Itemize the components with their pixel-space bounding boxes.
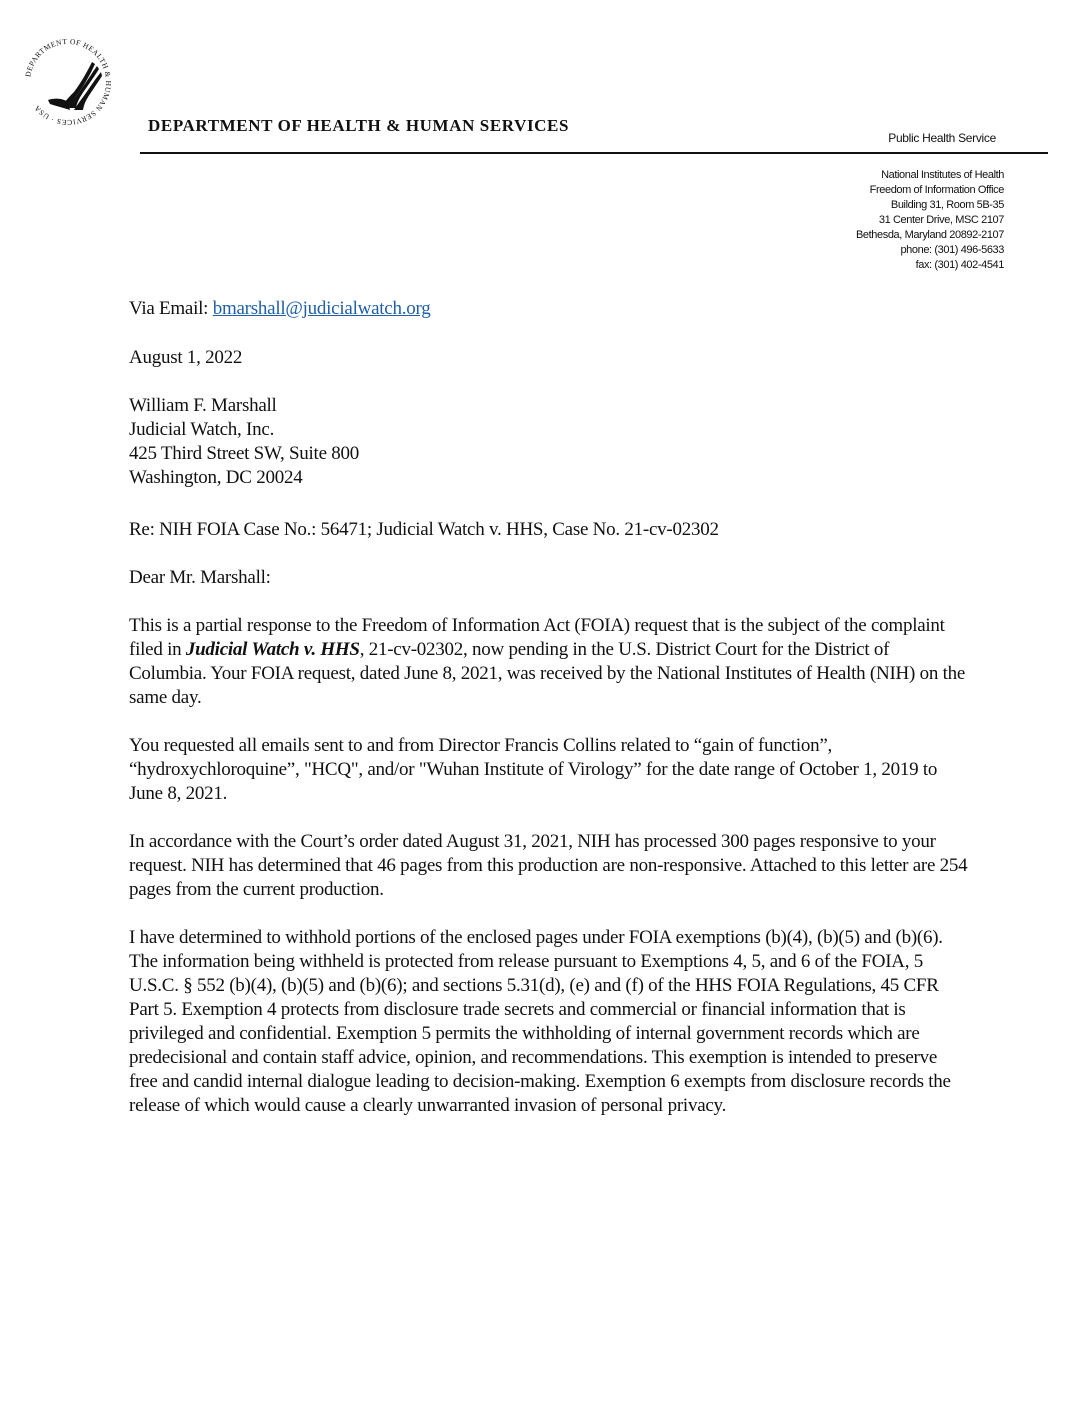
recipient-address [129, 394, 979, 490]
recipient-organization: Judicial Watch, Inc. [129, 419, 275, 440]
subject-line: Re: NIH FOIA Case No.: 56471; Judicial Watch v. HHS, Case No. 21-cv-02302 [129, 519, 719, 540]
office-line: Bethesda, Maryland 20892-2107 [855, 229, 1004, 241]
public-health-service-label: Public Health Service [888, 131, 996, 145]
department-title: DEPARTMENT OF HEALTH & HUMAN SERVICES [148, 116, 570, 135]
paragraph-request-scope [129, 734, 969, 806]
header-divider [140, 152, 1048, 154]
office-address-block [856, 168, 1004, 273]
paragraph-text: In accordance with the Court’s order dated August 31, 2021, NIH has processed 300 pages responsive to your request. NIH has determined that 46 pages from this production are non-responsive. Attached to this letter are 254 pages from the current production. [129, 831, 968, 900]
office-line: Freedom of Information Office [869, 184, 1004, 196]
paragraph-intro [129, 614, 969, 710]
paragraph-exemptions [129, 926, 969, 1118]
email-link[interactable]: bmarshall@judicialwatch.org [212, 298, 431, 319]
case-name-italic: Judicial Watch v. HHS [185, 639, 360, 660]
letter-date: August 1, 2022 [129, 347, 243, 368]
hhs-seal-logo [22, 36, 114, 128]
svg-text:DEPARTMENT OF HEALTH & HUMAN S: DEPARTMENT OF HEALTH & HUMAN SERVICES · USA [23, 36, 114, 128]
office-line: Building 31, Room 5B-35 [890, 199, 1004, 211]
paragraph-text: , 21-cv-02302, now pending in the U.S. District Court for the District of Columbia. Your FOIA request, dated June 8, 2021, was received by the National Institutes of Health (NIH) on the same day. [129, 639, 966, 708]
via-email-label: Via Email: [129, 298, 213, 319]
paragraph-text: This is a partial response to the Freedom of Information Act (FOIA) request that is the subject of the complaint filed in [129, 615, 945, 660]
paragraph-text: You requested all emails sent to and from Director Francis Collins related to “gain of function”, “hydroxychloroquine”, "HCQ", and/or "Wuhan Institute of Virology” for the date range of October 1, 2019 to June 8, 2021. [129, 735, 938, 804]
recipient-name: William F. Marshall [129, 395, 277, 416]
salutation: Dear Mr. Marshall: [129, 567, 271, 588]
office-line: 31 Center Drive, MSC 2107 [878, 214, 1004, 226]
recipient-street: 425 Third Street SW, Suite 800 [129, 443, 359, 464]
recipient-city: Washington, DC 20024 [129, 467, 303, 488]
paragraph-text: I have determined to withhold portions of the enclosed pages under FOIA exemptions (b)(4), (b)(5) and (b)(6). The information being withheld is protected from release pursuant to Exemptions 4, 5, and 6 of the FOIA, 5 U.S.C. § 552 (b)(4), (b)(5) and (b)(6); and sections 5.31(d), (e) and (f) of the HHS FOIA Regulations, 45 CFR Part 5. Exemption 4 protects from disclosure trade secrets and commercial or financial information that is privileged and confidential. Exemption 5 permits the withholding of internal government records which are predecisional and contain staff advice, opinion, and recommendations. This exemption is intended to preserve free and candid internal dialogue leading to decision-making. Exemption 6 exempts from disclosure records the release of which would cause a clearly unwarranted invasion of personal privacy. [129, 927, 951, 1116]
office-line: National Institutes of Health [881, 169, 1004, 181]
paragraph-processing [129, 830, 969, 902]
via-email-line [129, 297, 979, 321]
office-fax: fax: (301) 402-4541 [915, 259, 1004, 271]
office-phone: phone: (301) 496-5633 [900, 244, 1004, 256]
eagle-icon [22, 36, 114, 128]
